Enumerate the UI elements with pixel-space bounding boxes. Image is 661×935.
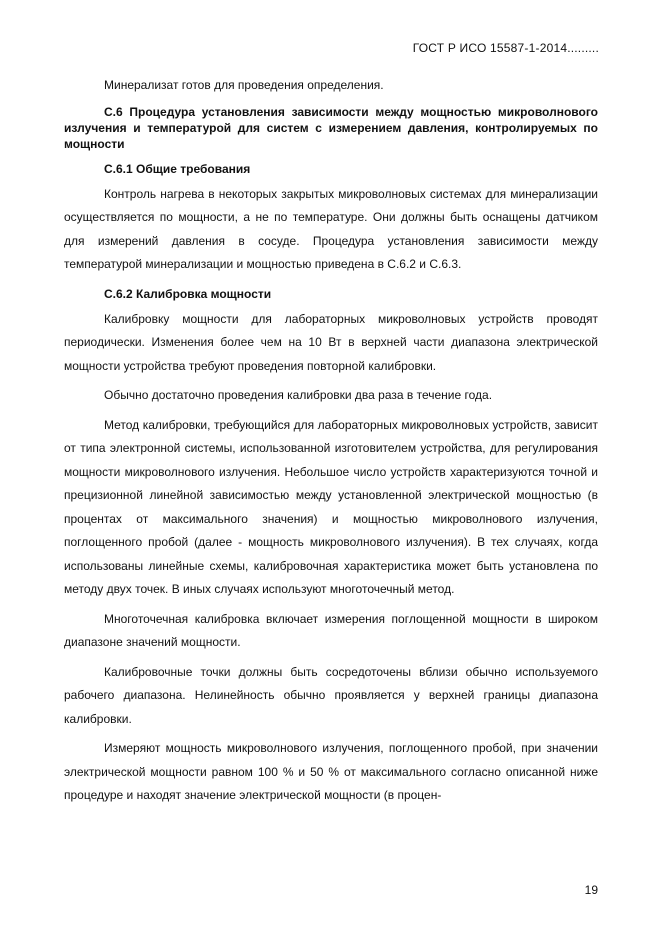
paragraph-multipoint-calibration: Многоточечная калибровка включает измерения поглощенной мощности в широком диапазоне значений мощности.: [64, 611, 598, 649]
document-body: [64, 74, 598, 814]
subsection-heading-c61: С.6.1 Общие требования: [104, 161, 251, 176]
paragraph-measure-power: Измеряют мощность микроволнового излучения, поглощенного пробой, при значении электрической мощности равном 100 % и 50 % от максимального согласно описанной ниже процедуре и находят значение электрической мощности (в процен-: [64, 741, 598, 802]
paragraph-calibration-points: Калибровочные точки должны быть сосредоточены вблизи обычно используемого рабочего диапазона. Нелинейность обычно проявляется у верхней границы диапазона калибровки.: [64, 664, 598, 726]
document-header: ГОСТ Р ИСО 15587-1-2014.........: [412, 41, 599, 55]
paragraph-calibration-method: Метод калибровки, требующийся для лабораторных микроволновых устройств, зависит от типа электронной системы, использованной изготовителем устройства, для регулирования мощности микроволнового излучения. Небольшое число устройств характеризуются точной и прецизионной линейной зависимостью между установленной электрической мощностью (в процентах от максимального значения) и мощностью микроволнового излучения, поглощенного пробой (далее - мощность микроволнового излучения). В тех случаях, когда использованы линейные схемы, калибровочная характеристика может быть установлена по методу двух точек. В иных случаях используют многоточечный метод.: [64, 417, 598, 596]
paragraph-calibration-frequency: Обычно достаточно проведения калибровки два раза в течение года.: [104, 388, 493, 402]
subsection-heading-c62: С.6.2 Калибровка мощности: [104, 286, 272, 301]
section-heading-c6: С.6 Процедура установления зависимости между мощностью микроволнового излучения и температурой для систем с измерением давления, контролируемых по мощности: [64, 104, 598, 151]
paragraph-calibration-periodic: Калибровку мощности для лабораторных микроволновых устройств проводят периодически. Изменения более чем на 10 Вт в верхней части диапазона электрической мощности устройства требуют проведения повторной калибровки.: [64, 311, 598, 373]
paragraph-mineralizate-ready: Минерализат готов для проведения определения.: [104, 78, 384, 92]
paragraph-general-requirements: Контроль нагрева в некоторых закрытых микроволновых системах для минерализации осуществляется по мощности, а не по температуре. Они должны быть оснащены датчиком для измерений давления в сосуде. Процедура установления зависимости между температурой минерализации и мощностью приведена в С.6.2 и С.6.3.: [64, 186, 598, 271]
page-number: 19: [584, 883, 598, 897]
